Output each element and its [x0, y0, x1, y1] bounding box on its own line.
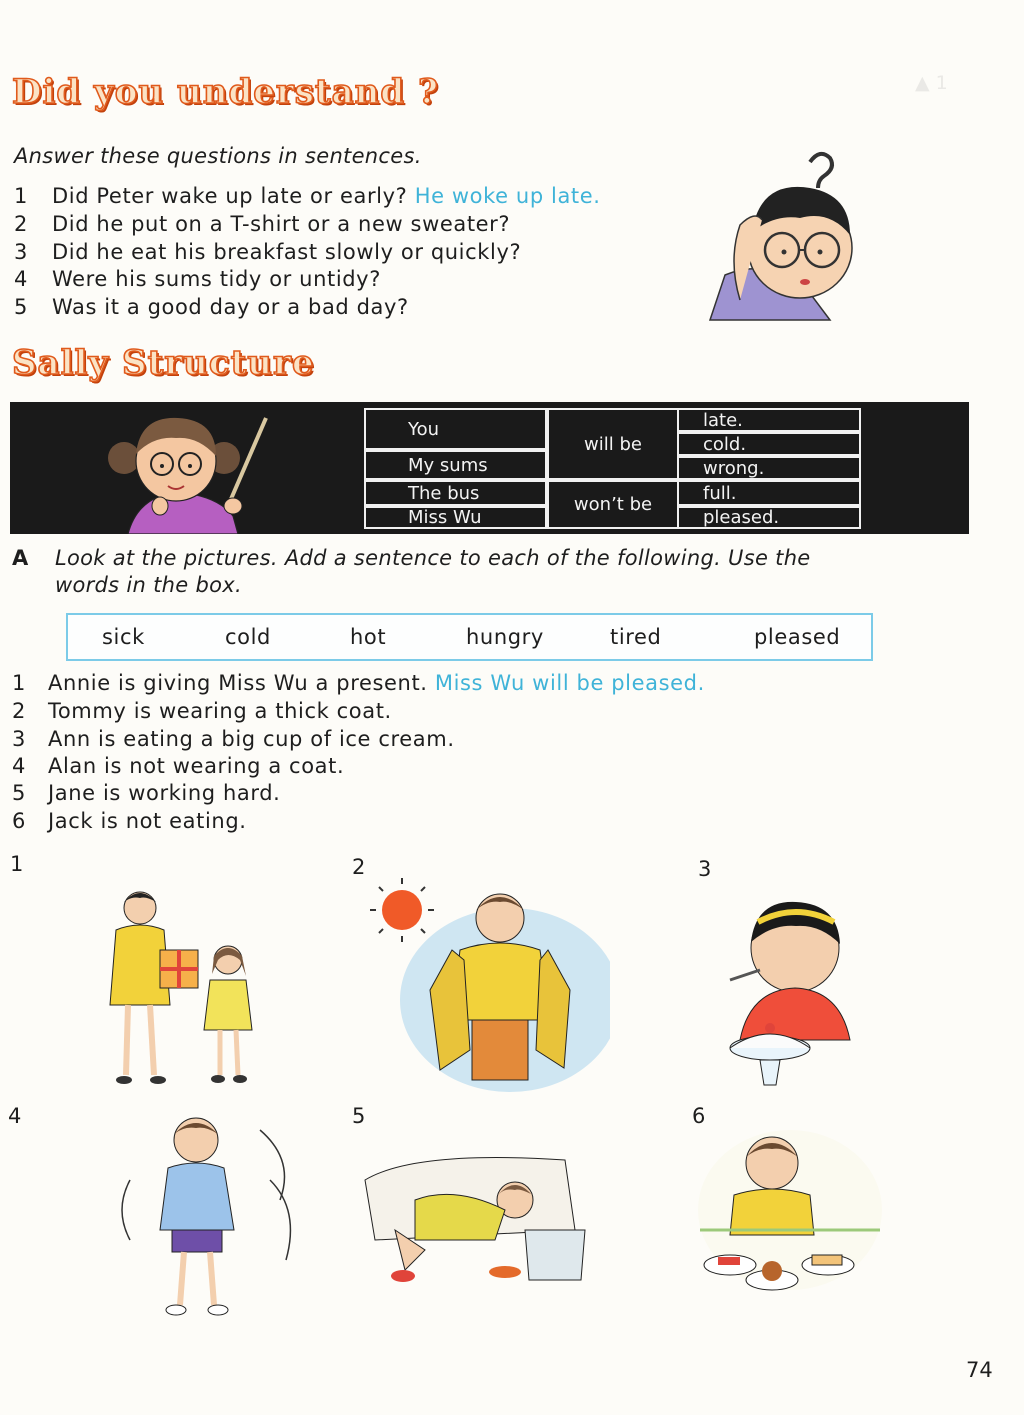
- table-cell-complement: cold.: [677, 432, 861, 456]
- model-answer: He woke up late.: [414, 184, 601, 208]
- picture-label: 4: [8, 1104, 22, 1128]
- picture-working-hard-illustration: [355, 1140, 615, 1290]
- exercise-text: Jack is not eating.: [48, 809, 247, 833]
- structure-chalkboard: [10, 402, 969, 534]
- page-number: 74: [966, 1358, 993, 1382]
- picture-not-eating-illustration: [690, 1125, 890, 1300]
- word-box: [66, 613, 873, 661]
- exercise-number: 6: [12, 809, 26, 833]
- table-cell-verb: won’t be: [547, 480, 679, 529]
- exercise-item: [48, 671, 705, 695]
- section-title-did-you-understand: Did you understand ?: [12, 72, 439, 112]
- word-option: hot: [350, 625, 387, 649]
- exercise-instruction-line: Look at the pictures. Add a sentence to each of the following. Use the: [55, 546, 811, 570]
- word-option: cold: [225, 625, 271, 649]
- question-number: 1: [14, 184, 28, 208]
- table-cell-complement: pleased.: [677, 506, 861, 529]
- question-number: 3: [14, 240, 28, 264]
- word-option: tired: [610, 625, 662, 649]
- exercise-text: Annie is giving Miss Wu a present.: [48, 671, 428, 695]
- question-number: 5: [14, 295, 28, 319]
- table-cell-subject: My sums: [364, 450, 547, 480]
- instruction-answer-questions: Answer these questions in sentences.: [14, 144, 422, 168]
- question-text: Did Peter wake up late or early?: [52, 184, 408, 208]
- question-number: 2: [14, 212, 28, 236]
- exercise-text: Jane is working hard.: [48, 781, 281, 805]
- exercise-number: 2: [12, 699, 26, 723]
- sally-teacher-illustration: [98, 406, 278, 534]
- section-title-sally-structure: Sally Structure: [12, 343, 315, 383]
- picture-label: 1: [10, 852, 24, 876]
- exercise-letter: A: [12, 546, 29, 570]
- question-text: Did he eat his breakfast slowly or quickly?: [52, 240, 522, 264]
- table-cell-verb: will be: [547, 408, 679, 480]
- question-text: Were his sums tidy or untidy?: [52, 267, 381, 291]
- picture-label: 2: [352, 855, 366, 879]
- picture-ice-cream-illustration: [700, 890, 860, 1095]
- table-cell-subject: You: [364, 408, 547, 450]
- exercise-text: Tommy is wearing a thick coat.: [48, 699, 392, 723]
- picture-label: 5: [352, 1104, 366, 1128]
- exercise-instruction-line: words in the box.: [55, 573, 242, 597]
- question-item: [52, 184, 601, 208]
- question-text: Was it a good day or a bad day?: [52, 295, 409, 319]
- exercise-number: 5: [12, 781, 26, 805]
- exercise-number: 4: [12, 754, 26, 778]
- exercise-text: Ann is eating a big cup of ice cream.: [48, 727, 455, 751]
- exercise-text: Alan is not wearing a coat.: [48, 754, 345, 778]
- picture-label: 3: [698, 857, 712, 881]
- peter-thinking-illustration: [700, 140, 880, 325]
- word-option: hungry: [466, 625, 544, 649]
- word-option: pleased: [754, 625, 841, 649]
- model-answer: Miss Wu will be pleased.: [434, 671, 705, 695]
- exercise-number: 1: [12, 671, 26, 695]
- word-option: sick: [102, 625, 145, 649]
- table-cell-subject: Miss Wu: [364, 506, 547, 529]
- question-item: [14, 184, 27, 208]
- question-text: Did he put on a T-shirt or a new sweater?: [52, 212, 511, 236]
- table-cell-subject: The bus: [364, 480, 547, 506]
- question-number: 4: [14, 267, 28, 291]
- table-cell-complement: full.: [677, 480, 861, 506]
- picture-cold-illustration: [110, 1110, 310, 1325]
- table-cell-complement: wrong.: [677, 456, 861, 480]
- exercise-number: 3: [12, 727, 26, 751]
- picture-label: 6: [692, 1104, 706, 1128]
- table-cell-complement: late.: [677, 408, 861, 432]
- picture-present-illustration: [80, 880, 280, 1095]
- show-through-text: ▲ 1: [915, 72, 948, 94]
- picture-thick-coat-illustration: [360, 870, 610, 1095]
